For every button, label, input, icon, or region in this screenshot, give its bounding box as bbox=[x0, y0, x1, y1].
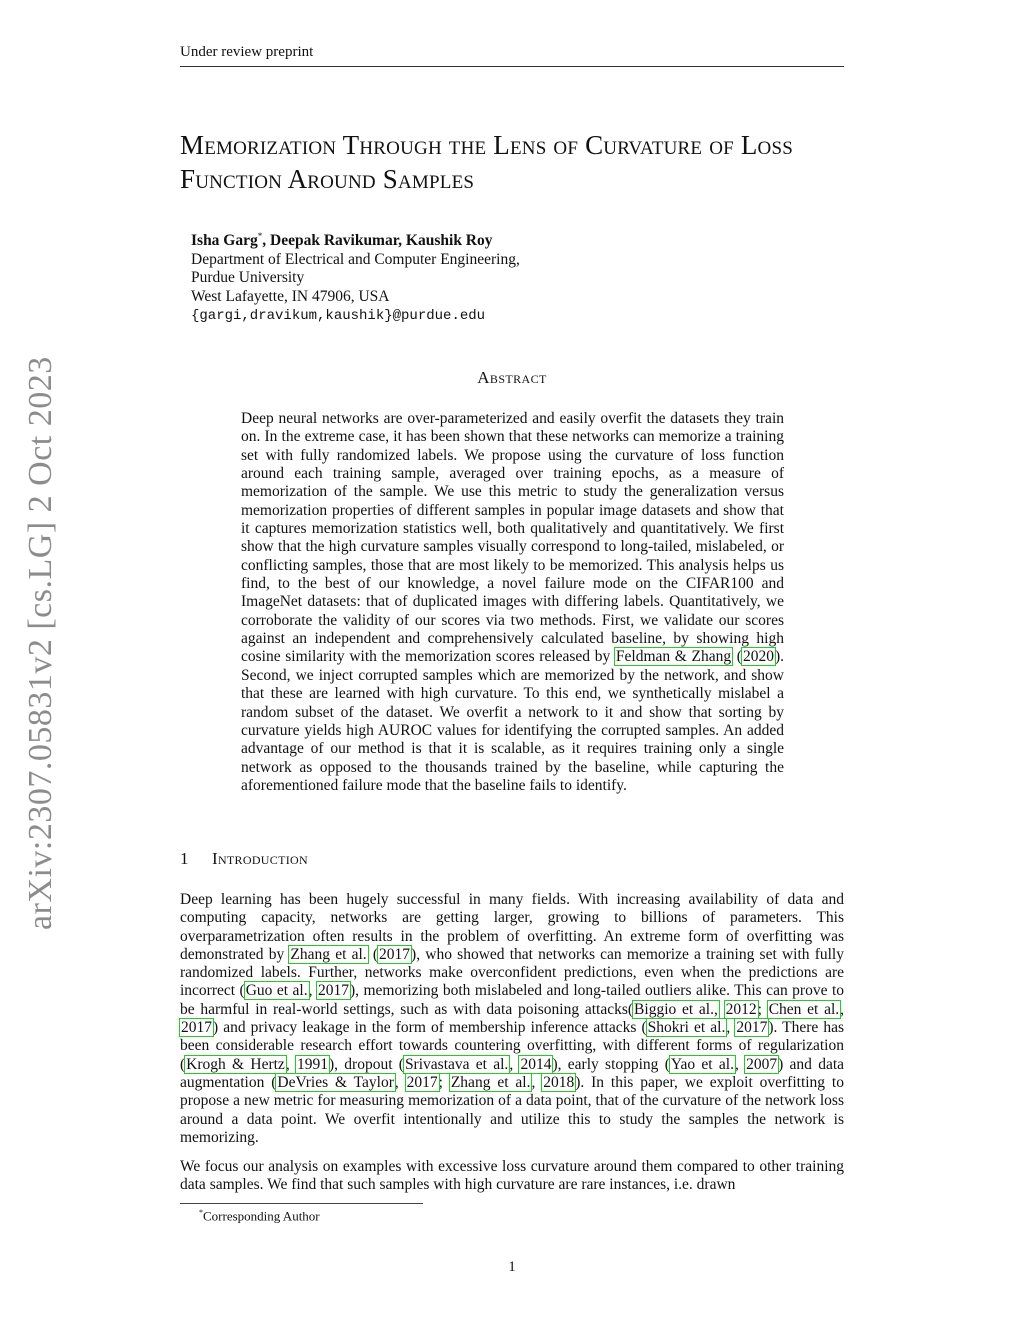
abstract-text-part-1: Deep neural networks are over-parameterized and easily overfit the datasets they train on. In the extreme case, it has been shown that these networks can memorize a training set with fully randomized labels. We propose using the curvature of loss function around each training sample, averaged over training epochs, as a measure of memorization of the sample. We use this metric to study the generalization versus memorization properties of different samples in popular image datasets and show that it captures memorization statistics well, both qualitatively and quantitatively. We first show that the high curvature samples visually correspond to long-tailed, mislabeled, or conflicting samples, those that are most likely to be memorized. This analysis helps us find, to the best of our knowledge, a novel failure mode on the CIFAR100 and ImageNet datasets: that of duplicated images with differing labels. Quantitatively, we corroborate the validity of our scores via two methods. First, we validate our scores against an independent and comprehensively calculated baseline, by showing high cosine similarity with the memorization scores released by bbox=[241, 410, 784, 666]
first-author-name: Isha Garg bbox=[191, 232, 258, 250]
text-run: ), dropout ( bbox=[328, 1055, 404, 1073]
citation-year-link[interactable]: 2018 bbox=[543, 1073, 575, 1091]
footnote bbox=[199, 1208, 320, 1224]
header-rule bbox=[180, 66, 844, 67]
author-address: West Lafayette, IN 47906, USA bbox=[191, 287, 390, 305]
paper-title: Memorization Through the Lens of Curvature of Loss Function Around Samples bbox=[180, 130, 793, 194]
footnote-rule bbox=[180, 1203, 423, 1204]
footnote-mark: * bbox=[199, 1208, 203, 1217]
citation-year-link[interactable]: 2020 bbox=[742, 648, 774, 666]
arxiv-identifier-stamp[interactable]: arXiv:2307.05831v2 [cs.LG] 2 Oct 2023 bbox=[22, 356, 59, 930]
citation-year-link[interactable]: 2017 bbox=[181, 1019, 212, 1037]
text-run: ). In this paper, we exploit overfitting to propose a new metric for measuring memorization of a data point, that of the curvature of the network loss around a data point. We overfit intentionally and utilize this to study the samples the network is memorizing. bbox=[180, 1073, 844, 1146]
text-run bbox=[719, 1001, 725, 1018]
text-run: ; bbox=[438, 1073, 450, 1091]
abstract-text-part-2: . Second, we inject corrupted samples which are memorized by the network, and show that these are learned with high curvature. To this end, we synthetically mislabel a random subset of the dataset. We overfit a network to it and show that sorting by curvature yields high AUROC values for identifying the corrupted samples. An added advantage of our method is that it is scalable, as it requires training only a single network as opposed to the thousands trained by the baseline, while capturing the aforementioned failure mode that the baseline fails to identify. bbox=[241, 648, 784, 794]
text-run: , bbox=[726, 1019, 736, 1037]
text-run: , bbox=[840, 1000, 845, 1018]
text-run: , bbox=[394, 1073, 406, 1091]
citation-year-link[interactable]: 2017 bbox=[406, 1073, 438, 1091]
citation-link[interactable]: Yao et al. bbox=[670, 1055, 734, 1073]
text-run: , bbox=[509, 1055, 520, 1073]
running-header: Under review preprint bbox=[180, 44, 314, 60]
introduction-paragraph-1 bbox=[180, 891, 844, 1147]
citation-year-link[interactable]: 2017 bbox=[736, 1019, 768, 1037]
page-number: 1 bbox=[508, 1259, 516, 1275]
text-run: , bbox=[531, 1073, 543, 1091]
abstract-text: Deep neural networks are over-parameterized and easily overfit the datasets they train on. In the extreme case, it has been shown that these networks can memorize a training set with fully randomized labels. We propose using the curvature of loss function around each training sample, averaged over training epochs, as a measure of memorization of the sample. We use this metric to study the generalization versus memorization properties of different samples in popular image datasets and show that it captures memorization statistics well, both qualitatively and quantitatively. We first show that the high curvature samples visually correspond to long-tailed, mislabeled, or conflicting samples, those that are most likely to be memorized. This analysis helps us find, to the best of our knowledge, a novel failure mode on the CIFAR100 and ImageNet datasets: that of duplicated images with differing labels. Quantitatively, we corroborate the validity of our scores via two methods. First, we validate our scores against an independent and comprehensively calculated baseline, by showing high cosine similarity with the memorization scores released by Feldman & Zhang (2020). Second, we inject corrupted samples which are memorized by the network, and show that these are learned with high curvature. To this end, we synthetically mislabel a random subset of the dataset. We overfit a network to it and show that sorting by curvature yields high AUROC values for identifying the corrupted samples. An added advantage of our method is that it is scalable, as it requires training only a single network as opposed to the thousands trained by the baseline, while capturing the aforementioned failure mode that the baseline fails to identify. bbox=[241, 410, 784, 794]
corresponding-author-mark[interactable]: * bbox=[257, 231, 263, 241]
citation-year-link[interactable]: 2017 bbox=[317, 982, 349, 1000]
section-title: Introduction bbox=[212, 849, 308, 868]
text-run: ) and data augmentation ( bbox=[180, 1055, 845, 1091]
text-run: ( bbox=[367, 945, 379, 963]
text-run: , bbox=[308, 982, 317, 1000]
citation-year-link[interactable]: 1991 bbox=[296, 1055, 328, 1073]
citation-link[interactable]: Zhang et al. bbox=[290, 945, 367, 963]
citation-link[interactable]: Feldman & Zhang bbox=[615, 648, 732, 666]
text-run: Deep learning has been hugely successful in many fields. With increasing availability of data and computing capacity, networks are getting larger, growing to billions of parameters. This overparametrization often results in the problem of overfitting. An extreme form of overfitting was demonstrated by bbox=[180, 891, 844, 963]
citation-link[interactable]: Biggio et al., bbox=[634, 1000, 718, 1018]
citation-link[interactable]: DeVries & Taylor bbox=[277, 1073, 394, 1091]
text-run: ), memorizing both mislabeled and long-tailed outliers alike. This can prove to be harmful in real-world settings, such as with data poisoning attacks( bbox=[180, 982, 844, 1018]
section-number: 1 bbox=[180, 849, 189, 868]
citation-link[interactable]: Zhang et al. bbox=[450, 1073, 531, 1091]
citation-link[interactable]: Krogh & Hertz bbox=[186, 1055, 285, 1073]
author-email[interactable]: {gargi,dravikum,kaushik}@purdue.edu bbox=[191, 307, 486, 324]
citation-year-link[interactable]: 2007 bbox=[746, 1055, 778, 1073]
citation-link[interactable]: Shokri et al. bbox=[647, 1019, 726, 1037]
author-block bbox=[191, 227, 520, 325]
section-heading-introduction bbox=[180, 849, 308, 869]
citation-link[interactable]: Srivastava et al. bbox=[404, 1055, 509, 1073]
text-run: , bbox=[285, 1055, 296, 1073]
text-run: ) and privacy leakage in the form of membership inference attacks ( bbox=[213, 1019, 647, 1037]
citation-link[interactable]: Guo et al. bbox=[245, 982, 308, 1000]
author-names bbox=[191, 227, 520, 251]
author-department: Department of Electrical and Computer Engineering, bbox=[191, 250, 520, 268]
other-author-names: , Deepak Ravikumar, Kaushik Roy bbox=[262, 232, 493, 250]
abstract-heading: Abstract bbox=[477, 368, 547, 387]
text-run: ; bbox=[757, 1000, 768, 1018]
footnote-text: Corresponding Author bbox=[203, 1208, 320, 1224]
text-run: , bbox=[734, 1055, 746, 1073]
text-run: ), who showed that networks can memorize a training set with fully randomized labels. Further, networks make overconfident predictions, even when the predictions are incorrect ( bbox=[180, 945, 844, 1000]
text-run: ). There has been considerable research effort towards countering overfitting, with different forms of regularization ( bbox=[180, 1019, 845, 1073]
author-university: Purdue University bbox=[191, 269, 305, 287]
citation-year-link[interactable]: 2014 bbox=[520, 1055, 552, 1073]
introduction-paragraph-2: We focus our analysis on examples with excessive loss curvature around them compared to other training data samples. We find that such samples with high curvature are rare instances, i.e. drawn bbox=[180, 1158, 844, 1194]
citation-year-link[interactable]: 2017 bbox=[379, 945, 411, 963]
text-run: ), early stopping ( bbox=[552, 1055, 670, 1073]
citation-link[interactable]: Chen et al. bbox=[768, 1000, 840, 1018]
citation-year-link[interactable]: 2012 bbox=[725, 1000, 757, 1018]
